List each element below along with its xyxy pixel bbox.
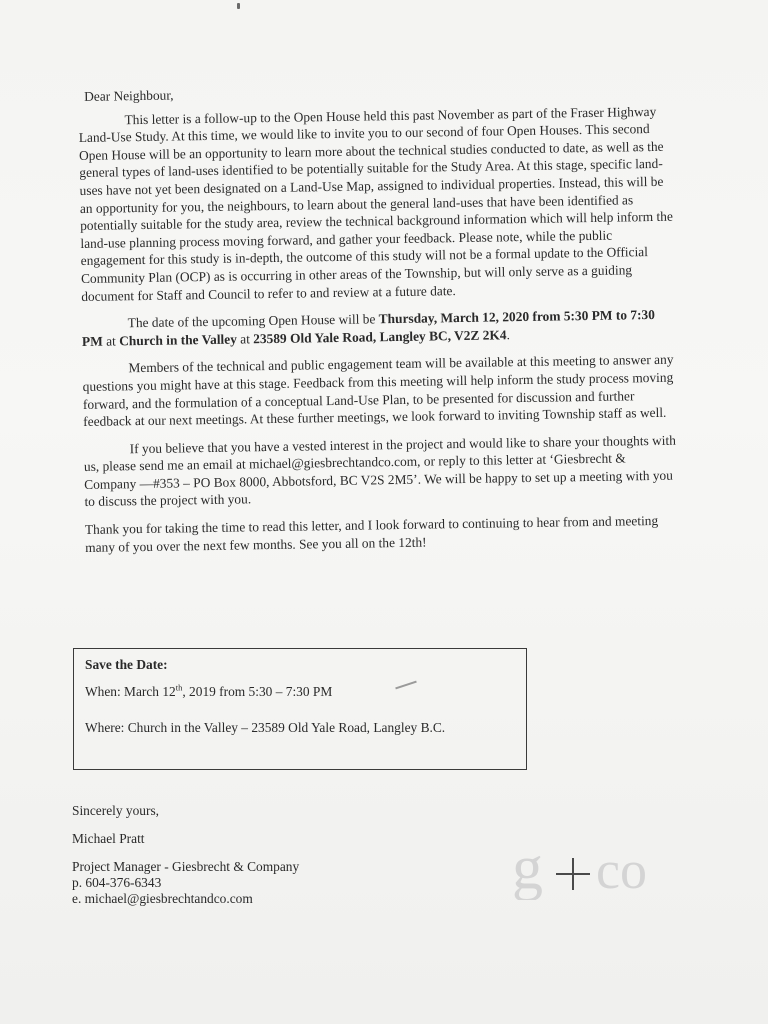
event-venue: Church in the Valley	[119, 331, 237, 349]
date-at-1: at	[102, 333, 120, 349]
salutation: Dear Neighbour,	[84, 87, 174, 104]
signature-block	[72, 803, 392, 907]
save-the-date-where: Where: Church in the Valley – 23589 Old Yale Road, Langley B.C.	[85, 720, 446, 735]
date-end: .	[506, 326, 510, 343]
event-address: 23589 Old Yale Road, Langley BC, V2Z 2K4	[253, 327, 507, 346]
when-prefix: When: March 12	[85, 684, 176, 699]
when-superscript: th	[175, 682, 183, 693]
company-logo	[512, 840, 682, 900]
closing: Sincerely yours,	[72, 803, 160, 818]
paragraph-team: Members of the technical and public engagement team will be available at this meeting to answer any questions you might have at this stage. Feedback from this meeting will help inform the study process moving forward, and the formulation of a conceptual Land-Use Plan, to be presented for discussion and further feedback at our next meetings. At these further meetings, we look forward to inviting Township staff as well.	[82, 351, 674, 430]
signer-email: e. michael@giesbrechtandco.com	[72, 891, 253, 906]
signer-phone: p. 604-376-6343	[72, 875, 162, 890]
date-at-2: at	[236, 330, 254, 347]
save-the-date-box	[73, 648, 527, 770]
paragraph-date	[82, 306, 676, 351]
logo-g-glyph: g	[512, 840, 543, 900]
paragraph-thanks: Thank you for taking the time to read this letter, and I look forward to continuing to hear from and meeting many of you over the next few months. See you all on the 12th!	[84, 513, 659, 555]
signer-name: Michael Pratt	[72, 831, 145, 846]
letter-body	[78, 79, 679, 557]
save-the-date-title: Save the Date:	[85, 657, 168, 672]
logo-co-glyphs: co	[596, 840, 647, 900]
paper-mark	[237, 3, 240, 9]
paragraph-contact: If you believe that you have a vested interest in the project and would like to share your thoughts with us, please send me an email at michael@giesbrechtandco.com, or reply to this letter at ‘Giesbrecht & Company —#353 – PO Box 8000, Abbotsford, BC V2S 2M5’. We will be happy to set up a meeting with you to discuss the project with you.	[83, 432, 676, 510]
g-plus-co-logo-icon	[512, 840, 682, 900]
event-datetime: Thursday, March 12, 2020 from 5:30 PM to 7:30 PM	[81, 307, 655, 349]
date-lead: The date of the upcoming Open House will be	[127, 311, 379, 331]
save-the-date-when	[85, 683, 332, 700]
signer-title: Project Manager - Giesbrecht & Company	[72, 859, 300, 874]
paragraph-intro: This letter is a follow-up to the Open House held this past November as part of the Fraser Highway Land-Use Study. At this time, we would like to invite you to our second of four Open Houses. This second Open House will be an opportunity to learn more about the technical studies conducted to date, as well as the general types of land-uses identified to be potentially suitable for the Study Area. At this stage, specific land-uses have not yet been designated on a Land-Use Map, assigned to individual properties. Instead, this will be an opportunity for you, the neighbours, to learn about the general land-uses that have been identified as potentially suitable for the study area, review the technical background information which will help inform the land-use planning process moving forward, and gather your feedback. Please note, while the public engagement for this study is in-depth, the outcome of this study will not be a formal update to the Official Community Plan (OCP) as is occurring in other areas of the Township, but will only serve as a guiding document for Staff and Council to refer to and review at a future date.	[78, 103, 673, 304]
when-suffix: , 2019 from 5:30 – 7:30 PM	[182, 684, 333, 699]
